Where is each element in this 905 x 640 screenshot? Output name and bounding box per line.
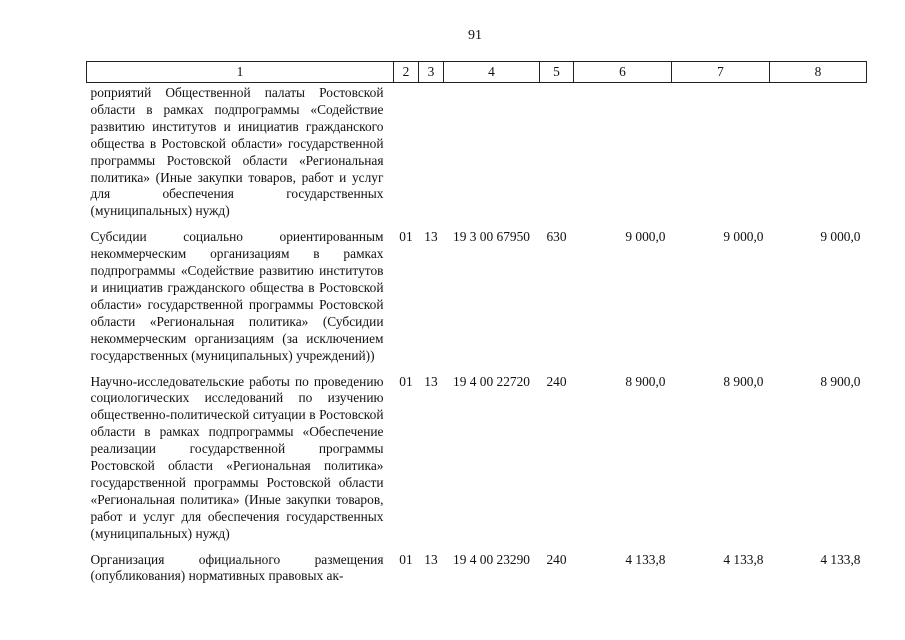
page-number: 91 [468,28,482,43]
row-target-article: 19 4 00 22720 [453,373,530,389]
row-amount-col6: 9 000,0 [625,229,666,245]
row-description: роприятий Общественной палаты Ростовской области в рамках подпрограммы «Содействие развитию институтов и инициатив гражданского общества в Ростовской области» государственной программы Ростовской области «Региональная политика» (Иные закупки товаров, работ и услуг для обеспечения государственных (муниципальных) нужд) [90,85,384,219]
budget-table [86,61,867,594]
row-amount-col8: 4 133,8 [820,551,861,567]
row-amount-col7: 8 900,0 [723,373,764,389]
row-description: Научно-исследовательские работы по проведению социологических исследований по изучению общественно-политической ситуации в Ростовской области в рамках подпрограммы «Обеспечение реализации государственной программы Ростовской области «Региональная политика» государственной программы Ростовской области «Региональная политика» (Иные закупки товаров, работ и услуг для обеспечения государственных (муниципальных) нужд) [90,373,384,541]
row-target-article: 19 3 00 67950 [453,229,530,245]
row-description: Субсидии социально ориентированным некоммерческим организациям в рамках подпрограммы «Содействие развитию институтов и инициатив гражданского общества в Ростовской области» государственной программы Ростовской области «Региональная политика» (Субсидии некоммерческим организациям (за исключением государственных (муниципальных) учреждений)) [90,229,384,363]
header-row [87,62,867,83]
row-description: Организация официального размещения (опубликования) нормативных правовых ак- [90,551,384,584]
row-section: 01 [399,229,413,245]
header-col-7: 7 [672,62,770,83]
row-amount-col7: 9 000,0 [723,229,764,245]
header-col-6: 6 [574,62,672,83]
header-col-3: 3 [419,62,444,83]
row-section [394,83,419,230]
table-row [87,374,867,552]
row-subsection: 13 [424,229,438,245]
row-subsection: 13 [424,551,438,567]
row-expense-type: 240 [546,373,567,389]
row-expense-type [540,83,574,230]
header-col-1: 1 [87,62,394,83]
row-amount-col8: 8 900,0 [820,373,861,389]
row-amount-col6 [574,83,672,230]
header-col-5: 5 [540,62,574,83]
row-expense-type: 630 [546,229,567,245]
header-col-8: 8 [770,62,867,83]
table-row [87,83,867,230]
table-row [87,229,867,373]
row-amount-col7 [672,83,770,230]
row-amount-col8 [770,83,867,230]
row-subsection [419,83,444,230]
table-body [87,83,867,595]
row-section: 01 [399,551,413,567]
table-header [87,62,867,83]
row-target-article: 19 4 00 23290 [453,551,530,567]
header-col-4: 4 [444,62,540,83]
row-section: 01 [399,373,413,389]
row-amount-col6: 4 133,8 [625,551,666,567]
row-amount-col7: 4 133,8 [723,551,764,567]
row-subsection: 13 [424,373,438,389]
header-col-2: 2 [394,62,419,83]
table-row [87,552,867,595]
row-target-article [444,83,540,230]
row-amount-col6: 8 900,0 [625,373,666,389]
row-expense-type: 240 [546,551,567,567]
row-amount-col8: 9 000,0 [820,229,861,245]
